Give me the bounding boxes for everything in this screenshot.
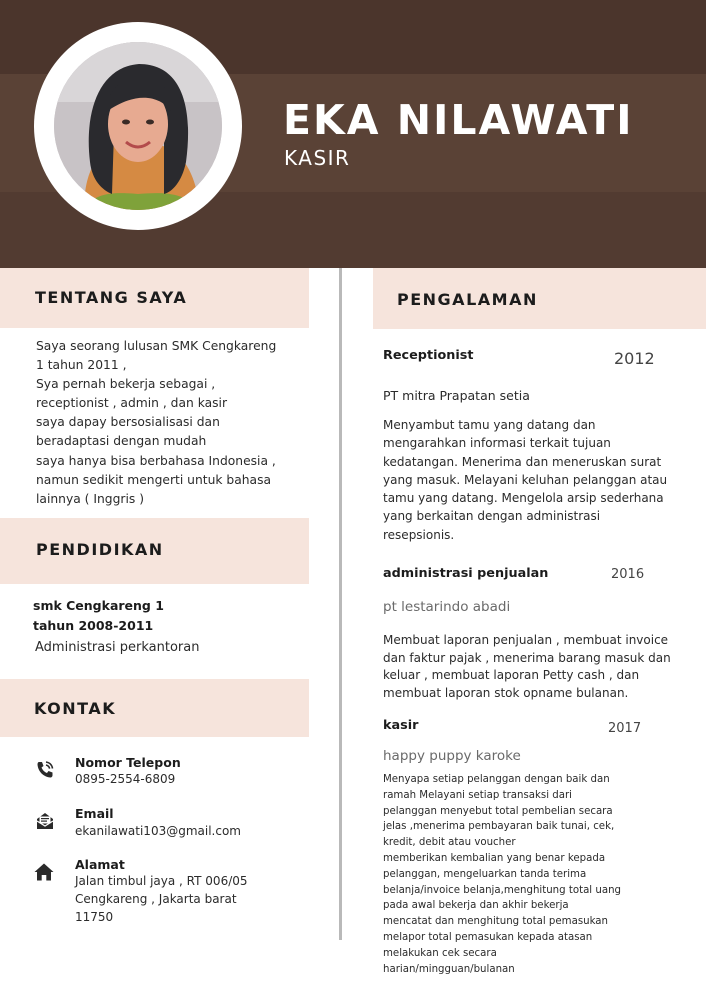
address-label: Alamat (75, 857, 125, 872)
experience-title: PENGALAMAN (397, 290, 538, 309)
job-description-line: belanja/invoice belanja,menghitung total uang (383, 884, 622, 896)
about-line: beradaptasi dengan mudah (36, 434, 207, 449)
job-description (383, 632, 671, 702)
education-years: tahun 2008-2011 (33, 618, 154, 633)
job-description (383, 416, 667, 544)
job-year: 2012 (614, 349, 655, 368)
education-school: smk Cengkareng 1 (33, 598, 164, 613)
job-description-line: yang masuk. Melayani keluhan pelanggan atau (383, 472, 668, 487)
job-description-line: keluar , membuat laporan Petty cash , dan (383, 668, 640, 683)
about-line: Saya seorang lulusan SMK Cengkareng (36, 339, 277, 353)
job-description-line: kredit, debit atau voucher (383, 837, 516, 849)
job-title: kasir (383, 718, 419, 733)
job-description-line: mencatat dan menghitung total pemasukan (383, 916, 609, 928)
about-line: saya hanya bisa berbahasa Indonesia , (36, 453, 276, 468)
job-company: PT mitra Prapatan setia (383, 388, 530, 403)
phone-icon (34, 759, 56, 781)
profile-photo-illustration (54, 42, 222, 210)
home-icon (33, 861, 55, 883)
job-description-line: Menyambut tamu yang datang dan (383, 418, 596, 432)
profile-photo (54, 42, 222, 210)
job-description-line: tamu yang datang. Mengelola arsip sederhana (383, 491, 664, 506)
job-description-line: melapor total pemasukan kepada atasan (383, 931, 593, 943)
about-line: Sya pernah bekerja sebagai , (36, 377, 216, 392)
education-title: PENDIDIKAN (36, 540, 164, 559)
email-label: Email (75, 806, 114, 821)
phone-value[interactable]: 0895-2554-6809 (75, 772, 176, 786)
address-line: Jalan timbul jaya , RT 006/05 (75, 874, 248, 888)
job-description-line: harian/mingguan/bulanan (383, 963, 515, 975)
about-line: lainnya ( Inggris ) (36, 491, 145, 506)
candidate-name: EKA NILAWATI (283, 96, 634, 144)
job-description-line: jelas ,menerima pembayaran baik tunai, cek, (383, 821, 615, 833)
job-description-line: pada awal bekerja dan akhir bekerja (383, 900, 569, 912)
candidate-role: KASIR (284, 146, 351, 170)
column-divider (339, 268, 342, 940)
job-description-line: pelanggan menyebut total pembelian secara (383, 805, 613, 817)
job-description-line: pelanggan, mengeluarkan tanda terima (383, 868, 587, 880)
job-title: administrasi penjualan (383, 566, 549, 581)
job-description-line: melakukan cek secara (383, 947, 497, 959)
about-text (36, 337, 276, 509)
job-description-line: kedatangan. Menerima dan meneruskan surat (383, 454, 662, 469)
job-description-line: memberikan kembalian yang benar kepada (383, 852, 606, 864)
job-description-line: mengarahkan informasi terkait tujuan (383, 436, 611, 451)
address-line: 11750 (75, 910, 114, 924)
job-description-line: yang berkaitan dengan administrasi (383, 509, 601, 524)
job-description-line: ramah Melayani setiap transaksi dari (383, 789, 573, 801)
job-description (383, 772, 621, 977)
email-value[interactable]: ekanilawati103@gmail.com (75, 824, 241, 838)
contact-title: KONTAK (34, 699, 117, 718)
address-line: Cengkareng , Jakarta barat (75, 892, 237, 906)
mail-icon (34, 810, 56, 832)
education-major: Administrasi perkantoran (35, 640, 200, 655)
job-description-line: Membuat laporan penjualan , membuat invoice (383, 633, 669, 647)
job-description-line: Menyapa setiap pelanggan dengan baik dan (383, 774, 610, 785)
job-company: pt lestarindo abadi (383, 599, 511, 615)
job-year: 2016 (611, 567, 645, 582)
job-description-line: dan faktur pajak , menerima barang masuk dan (383, 650, 671, 665)
job-year: 2017 (608, 721, 642, 736)
job-title: Receptionist (383, 348, 474, 363)
phone-label: Nomor Telepon (75, 755, 181, 770)
about-line: saya dapay bersosialisasi dan (36, 415, 220, 430)
job-description-line: resepsionis. (383, 527, 455, 542)
job-company: happy puppy karoke (383, 748, 521, 764)
header-banner (0, 0, 706, 268)
address-value (75, 872, 248, 926)
about-line: receptionist , admin , dan kasir (36, 396, 228, 411)
about-title: TENTANG SAYA (35, 288, 188, 307)
job-description-line: membuat laporan stok opname bulanan. (383, 685, 629, 700)
about-line: 1 tahun 2011 , (36, 358, 127, 373)
about-line: namun sedikit mengerti untuk bahasa (36, 472, 272, 487)
